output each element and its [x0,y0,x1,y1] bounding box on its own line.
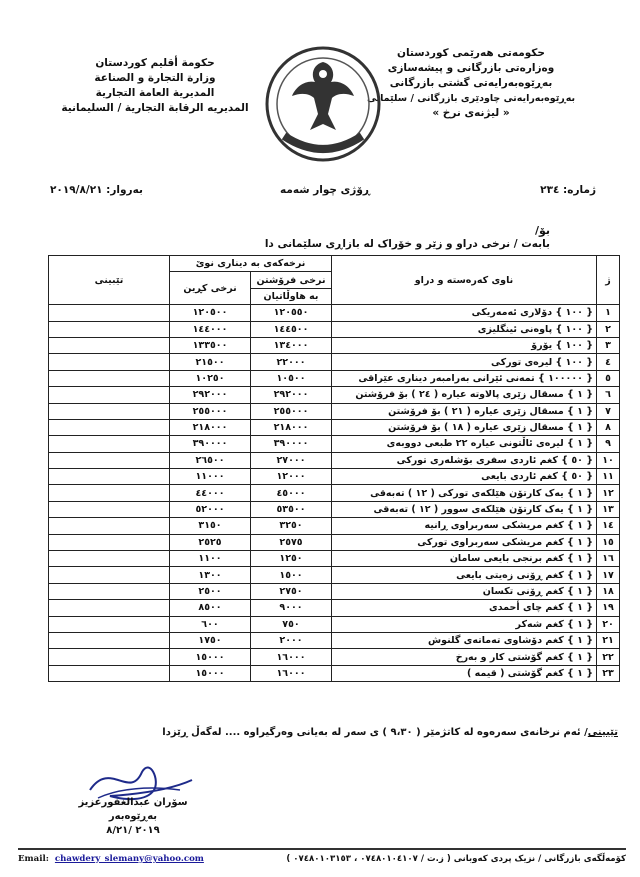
table-row [49,354,620,370]
footnote [118,727,618,738]
footer-email-label: Email: [18,854,49,864]
row-note [49,354,170,370]
footer [18,848,626,872]
row-sell-price: ١٠٥٠٠ [251,370,332,386]
header-index: ژ [597,256,620,305]
row-item-name: { ١ } کغم گۆشتی کار و بەرخ [332,649,597,665]
table-row [49,501,620,517]
row-item-name: { ١ } کغم گۆشتی ( قیمە ) [332,665,597,681]
footnote-label: تێبینی [587,727,618,738]
subject-line: بابەت / نرخی دراو و زێر و خۆراک لە بازاڕی سلێمانی دا [264,238,550,250]
table-row [49,419,620,435]
header-arabic-line: وزارة التجارة و الصناعة [94,72,216,84]
footer-email [18,854,204,864]
row-index: ٥ [597,370,620,386]
table-row [49,436,620,452]
table-row [49,403,620,419]
row-sell-price: ١٢٥٠ [251,551,332,567]
row-sell-price: ١٢٠٥٥٠ [251,305,332,321]
table-row [49,485,620,501]
row-buy-price: ١١٠٠٠ [170,469,251,485]
row-index: ١٧ [597,567,620,583]
header-arabic-line: المديرية العامة التجارية [95,87,215,99]
row-item-name: { ١٠٠٠٠٠ } تمەنی ئێرانی بەرامبەر دیناری عێراقی [332,370,597,386]
reference-date: بەروار: ٢٠١٩/٨/٢١ [50,184,143,196]
row-item-name: { ١ } کغم ڕۆنی زەیتی بایعی [332,567,597,583]
row-buy-price: ٢١٨٠٠٠ [170,419,251,435]
signer-name: سۆران عبدالغفورعزیز [78,797,188,808]
header-item-name: ناوی کەرەستە و دراو [332,256,597,305]
row-index: ٣ [597,337,620,353]
row-sell-price: ١٦٠٠٠ [251,649,332,665]
row-item-name: { ١ } کغم چای أحمدی [332,600,597,616]
row-note [49,387,170,403]
row-index: ١١ [597,469,620,485]
signature-date: ٢٠١٩ /٨/٢١ [106,825,160,836]
row-note [49,403,170,419]
reference-number: ژمارە: ٢٣٤ [540,184,596,196]
table-row [49,469,620,485]
kurdistan-eagle-seal-icon [262,44,384,164]
row-buy-price: ٨٥٠٠ [170,600,251,616]
row-index: ٢٢ [597,649,620,665]
row-sell-price: ١٣٤٠٠٠ [251,337,332,353]
header-kurdish-line: بەڕێوەبەرایەتی گشتی بازرگانی [389,77,553,89]
row-note [49,551,170,567]
row-index: ٢١ [597,632,620,648]
row-index: ١٣ [597,501,620,517]
row-sell-price: ٤٥٠٠٠ [251,485,332,501]
row-item-name: { ١ } لیرەی ئاڵتونی عیارە ٢٢ طبعی دووبەی [332,436,597,452]
row-note [49,501,170,517]
row-item-name: { ١٠٠ } یۆرۆ [332,337,597,353]
reference-day: ڕۆژی چوار شەمە [279,184,370,196]
row-item-name: { ١ } کغم برنجی بایعی سامان [332,551,597,567]
row-sell-price: ٥٣٥٠٠ [251,501,332,517]
row-note [49,583,170,599]
row-note [49,419,170,435]
header-arabic-line: حكومة أقليم كوردستان [95,57,215,69]
price-table [48,255,620,682]
row-sell-price: ١٢٠٠٠ [251,469,332,485]
row-buy-price: ٣٩٠٠٠٠ [170,436,251,452]
row-buy-price: ١٣٣٥٠٠ [170,337,251,353]
header-sell-sub: بە هاوڵاتیان [251,288,332,304]
table-row [49,649,620,665]
row-buy-price: ١٧٥٠ [170,632,251,648]
row-item-name: { ١٠٠ } پاوەنی ئینگلیزی [332,321,597,337]
row-item-name: { ٥٠ } کغم ئاردی سفری بۆشلەری تورکی [332,452,597,468]
row-buy-price: ٢٦٥٠٠ [170,452,251,468]
row-buy-price: ١١٠٠ [170,551,251,567]
row-note [49,600,170,616]
row-buy-price: ١٠٢٥٠ [170,370,251,386]
row-note [49,616,170,632]
row-buy-price: ٢٥٥٠٠٠ [170,403,251,419]
row-note [49,321,170,337]
row-item-name: { ١ } یەک کارتۆن هێلکەی سوور ( ١٢ ) تەبەقی [332,501,597,517]
row-note [49,469,170,485]
footer-address: کۆمەڵگەی بازرگانی / نزیک پردی کەوبانی ( ز.ت / ٠٧٤٨٠١٠٤١٠٧ ، ٠٧٤٨٠١٠٣١٥٣ ) [286,854,626,864]
signer-title: بەڕێوەبەر [108,811,158,822]
row-item-name: { ١ } مسقال زێری عیارە ( ٢١ ) بۆ فرۆشتن [332,403,597,419]
row-item-name: { ١ } مسقال زێری عیارە ( ١٨ ) بۆ فرۆشتن [332,419,597,435]
row-note [49,518,170,534]
header-price-group: نرخەکەی بە دیناری نوێ [170,256,332,272]
row-note [49,485,170,501]
table-row [49,534,620,550]
row-buy-price: ٥٢٠٠٠ [170,501,251,517]
row-sell-price: ٣٩٠٠٠٠ [251,436,332,452]
row-note [49,337,170,353]
signature-block [78,796,188,838]
row-item-name: { ١ } مسقال زێری پالاوتە عیارە ( ٢٤ ) بۆ فرۆشتن [332,387,597,403]
row-index: ١٨ [597,583,620,599]
row-item-name: { ١٠٠ } دۆلاری ئەمەریکی [332,305,597,321]
row-sell-price: ١٤٤٥٠٠ [251,321,332,337]
row-index: ٧ [597,403,620,419]
row-item-name: { ١ } کغم ڕۆنی تکسان [332,583,597,599]
row-index: ٢٠ [597,616,620,632]
header-kurdish-line: بەڕێوەبەرایەتی چاودێری بازرگانی / سلێمانی [366,93,576,104]
header-arabic [40,56,270,116]
price-table-body [49,305,620,682]
row-index: ١٥ [597,534,620,550]
row-sell-price: ٢٩٢٠٠٠ [251,387,332,403]
header-arabic-line: المديريه الرقابة التجارية / السليمانية [61,102,249,114]
row-note [49,665,170,681]
row-sell-price: ٢٠٠٠ [251,632,332,648]
row-buy-price: ١٥٠٠٠ [170,665,251,681]
header-kurdish-line: وەزارەتی بازرگانی و پیشەسازی [387,62,555,74]
row-index: ٤ [597,354,620,370]
header-notes: تێبینی [49,256,170,305]
row-sell-price: ٢٥٥٠٠٠ [251,403,332,419]
row-buy-price: ٢٩٢٠٠٠ [170,387,251,403]
row-index: ١٢ [597,485,620,501]
row-note [49,567,170,583]
row-item-name: { ٥٠ } کغم ئاردی بایعی [332,469,597,485]
row-item-name: { ١ } کغم مریشکی سەربراوی ڕانیە [332,518,597,534]
row-index: ١٤ [597,518,620,534]
row-sell-price: ٧٥٠ [251,616,332,632]
row-buy-price: ٦٠٠ [170,616,251,632]
table-row [49,305,620,321]
row-sell-price: ١٦٠٠٠ [251,665,332,681]
row-note [49,649,170,665]
table-row [49,583,620,599]
footnote-text: / ئەم نرخانەی سەرەوە لە کاتژمێر ( ٩،٣٠ ) ی سەر لە بەیانی وەرگیراوە .... لەگەڵ ڕێزدا [162,727,588,738]
row-buy-price: ٤٤٠٠٠ [170,485,251,501]
row-buy-price: ١٢٠٥٠٠ [170,305,251,321]
row-sell-price: ٢٧٥٠ [251,583,332,599]
row-item-name: { ١ } یەک کارتۆن هێلکەی تورکی ( ١٢ ) تەبەقی [332,485,597,501]
row-item-name: { ١ } کغم مریشکی سەربراوی تورکی [332,534,597,550]
table-row [49,518,620,534]
row-buy-price: ٢٥٢٥ [170,534,251,550]
row-sell-price: ١٥٠٠ [251,567,332,583]
table-row [49,665,620,681]
table-row [49,567,620,583]
row-index: ١٦ [597,551,620,567]
row-item-name: { ١ } کغم دۆشاوی تەماتەی گلنوش [332,632,597,648]
row-index: ١ [597,305,620,321]
row-item-name: { ١٠٠ } لیرەی تورکی [332,354,597,370]
row-item-name: { ١ } کغم شەکر [332,616,597,632]
table-row [49,616,620,632]
row-buy-price: ٢١٥٠٠ [170,354,251,370]
row-index: ١٩ [597,600,620,616]
reference-row [50,184,596,202]
row-note [49,305,170,321]
table-row [49,452,620,468]
row-buy-price: ٣١٥٠ [170,518,251,534]
row-sell-price: ٢٢٠٠٠ [251,354,332,370]
row-sell-price: ٣٢٥٠ [251,518,332,534]
row-index: ٢٣ [597,665,620,681]
table-row [49,387,620,403]
header-kurdish-line: « لیژنەی نرخ » [432,107,510,119]
recipient-line: بۆ/ [534,224,550,237]
row-index: ٩ [597,436,620,452]
row-buy-price: ١٤٤٠٠٠ [170,321,251,337]
table-row [49,337,620,353]
table-row [49,551,620,567]
row-sell-price: ٢١٨٠٠٠ [251,419,332,435]
row-note [49,370,170,386]
row-sell-price: ٩٠٠٠ [251,600,332,616]
row-note [49,452,170,468]
row-note [49,436,170,452]
table-row [49,600,620,616]
header-buy-price: نرخی کڕین [170,272,251,305]
row-index: ٦ [597,387,620,403]
footer-email-link[interactable]: chawdery_slemany@yahoo.com [54,854,204,864]
row-note [49,632,170,648]
row-sell-price: ٢٧٠٠٠ [251,452,332,468]
table-row [49,632,620,648]
table-row [49,321,620,337]
row-note [49,534,170,550]
header-sell-price: نرخی فرۆشتن [251,272,332,288]
row-index: ٢ [597,321,620,337]
row-index: ٨ [597,419,620,435]
row-buy-price: ١٥٠٠٠ [170,649,251,665]
row-buy-price: ١٣٠٠ [170,567,251,583]
row-sell-price: ٢٥٧٥ [251,534,332,550]
header-kurdish-line: حکومەتی هەرێمی کوردستان [397,47,545,59]
table-row [49,370,620,386]
row-index: ١٠ [597,452,620,468]
row-buy-price: ٢٥٠٠ [170,583,251,599]
